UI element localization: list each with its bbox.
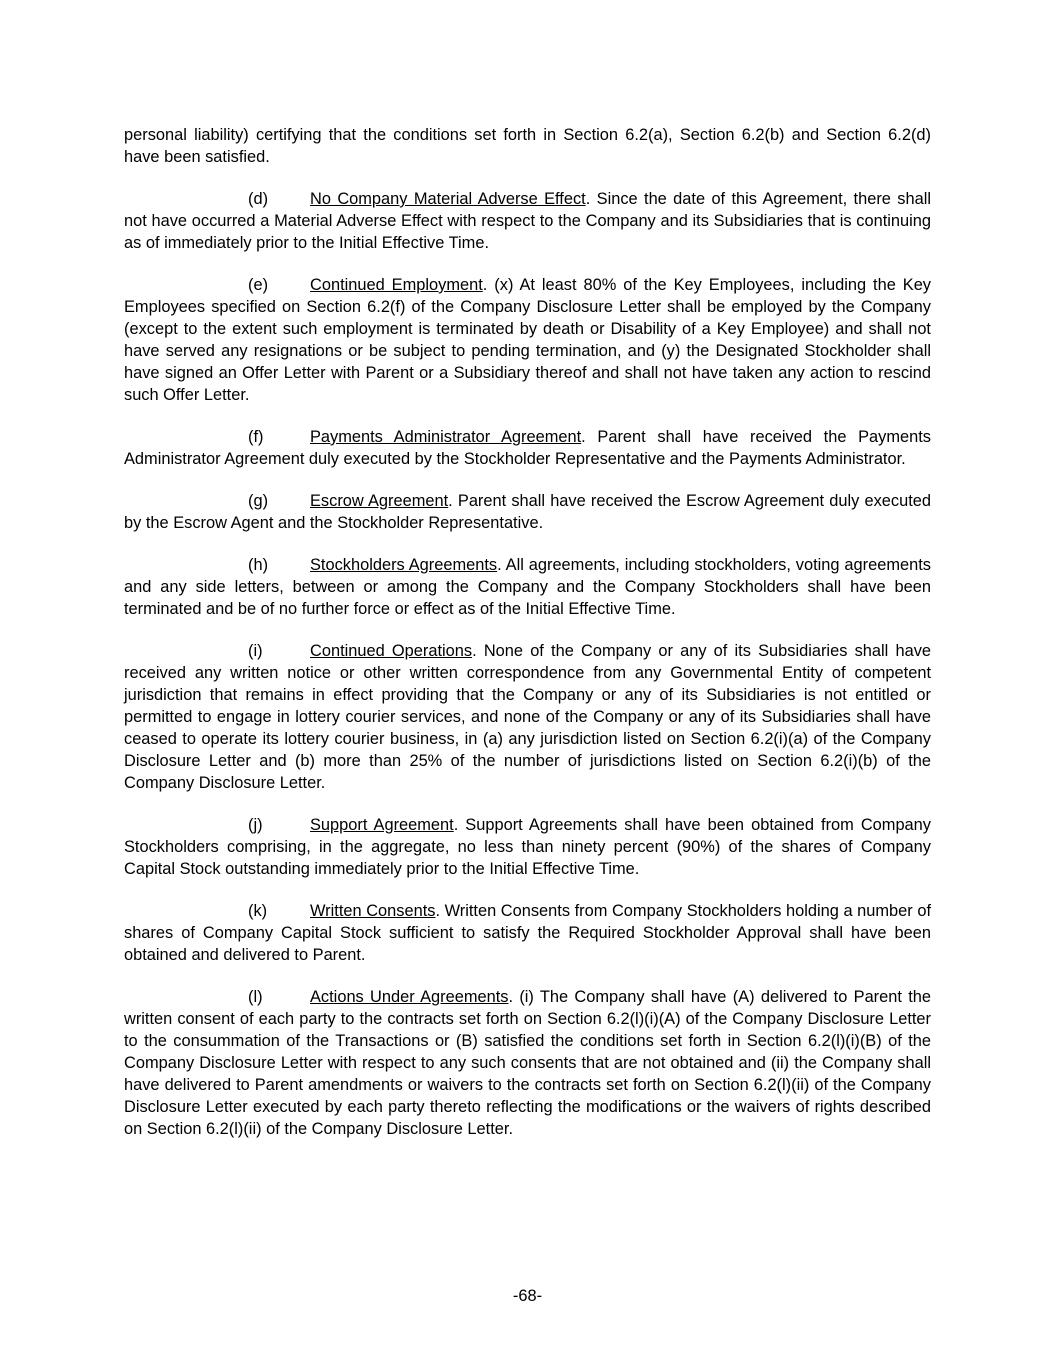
section-l [124,986,931,1140]
section-body: . Parent shall have received the Payments Administrator Agreement duly executed by the Stockholder Representative and the Payments Administrator. [124,428,931,468]
section-body: . Parent shall have received the Escrow Agreement duly executed by the Escrow Agent and the Stockholder Representative. [124,492,932,532]
section-body: . Since the date of this Agreement, there shall not have occurred a Material Adverse Effect with respect to the Company and its Subsidiaries that is continuing as of immediately prior to the Initial Effective Time. [124,190,931,252]
section-label: (e) [248,276,269,294]
section-body: . (x) At least 80% of the Key Employees, including the Key Employees specified on Section 6.2(f) of the Company Disclosure Letter shall be employed by the Company (except to the extent such employment is terminated by death or Disability of a Key Employee) and shall not have served any resignations or be subject to pending termination, and (y) the Designated Stockholder shall have signed an Offer Letter with Parent or a Subsidiary thereof and shall not have taken any action to rescind such Offer Letter. [124,276,932,404]
section-heading: Stockholders Agreements [310,556,498,574]
section-label: (f) [248,428,264,446]
section-k [124,900,931,966]
section-label: (g) [248,492,269,510]
section-heading: Actions Under Agreements [310,988,509,1006]
section-heading: Written Consents [310,902,436,920]
section-heading: Support Agreement [310,816,454,834]
section-h [124,554,931,620]
section-d [124,188,931,254]
section-e [124,274,931,406]
section-heading: Payments Administrator Agreement [310,428,582,446]
section-body: . Written Consents from Company Stockholders holding a number of shares of Company Capital Stock sufficient to satisfy the Required Stockholder Approval shall have been obtained and delivered to Parent. [124,902,932,964]
section-label: (j) [248,816,263,834]
document-page [124,124,931,1160]
page-number: -68- [512,1287,543,1305]
section-body: . (i) The Company shall have (A) delivered to Parent the written consent of each party to the contracts set forth on Section 6.2(l)(i)(A) of the Company Disclosure Letter to the consummation of the Transactions or (B) satisfied the conditions set forth in Section 6.2(l)(i)(B) of the Company Disclosure Letter with respect to any such consents that are not obtained and (ii) the Company shall have delivered to Parent amendments or waivers to the contracts set forth on Section 6.2(l)(ii) of the Company Disclosure Letter executed by each party thereto reflecting the modifications or the waivers of rights described on Section 6.2(l)(ii) of the Company Disclosure Letter. [124,988,932,1138]
section-label: (d) [248,190,269,208]
section-heading: Escrow Agreement [310,492,449,510]
section-heading: Continued Employment [310,276,483,294]
section-g [124,490,931,534]
section-heading: Continued Operations [310,642,473,660]
section-j [124,814,931,880]
section-heading: No Company Material Adverse Effect [310,190,586,208]
continuation-paragraph: personal liability) certifying that the conditions set forth in Section 6.2(a), Section 6.2(b) and Section 6.2(d) have been satisfied. [124,126,931,166]
section-label: (i) [248,642,263,660]
section-label: (k) [248,902,268,920]
section-body: . Support Agreements shall have been obtained from Company Stockholders comprising, in the aggregate, no less than ninety percent (90%) of the shares of Company Capital Stock outstanding immediately prior to the Initial Effective Time. [124,816,931,878]
section-i [124,640,931,794]
section-body: . None of the Company or any of its Subsidiaries shall have received any written notice or other written correspondence from any Governmental Entity of competent jurisdiction that remains in effect providing that the Company or any of its Subsidiaries is not entitled or permitted to engage in lottery courier services, and none of the Company or any of its Subsidiaries shall have ceased to operate its lottery courier business, in (a) any jurisdiction listed on Section 6.2(i)(a) of the Company Disclosure Letter and (b) more than 25% of the number of jurisdictions listed on Section 6.2(i)(b) of the Company Disclosure Letter. [124,642,931,792]
section-body: . All agreements, including stockholders, voting agreements and any side letters, between or among the Company and the Company Stockholders shall have been terminated and be of no further force or effect as of the Initial Effective Time. [124,556,931,618]
section-label: (h) [248,556,269,574]
section-label: (l) [248,988,263,1006]
section-f [124,426,931,470]
